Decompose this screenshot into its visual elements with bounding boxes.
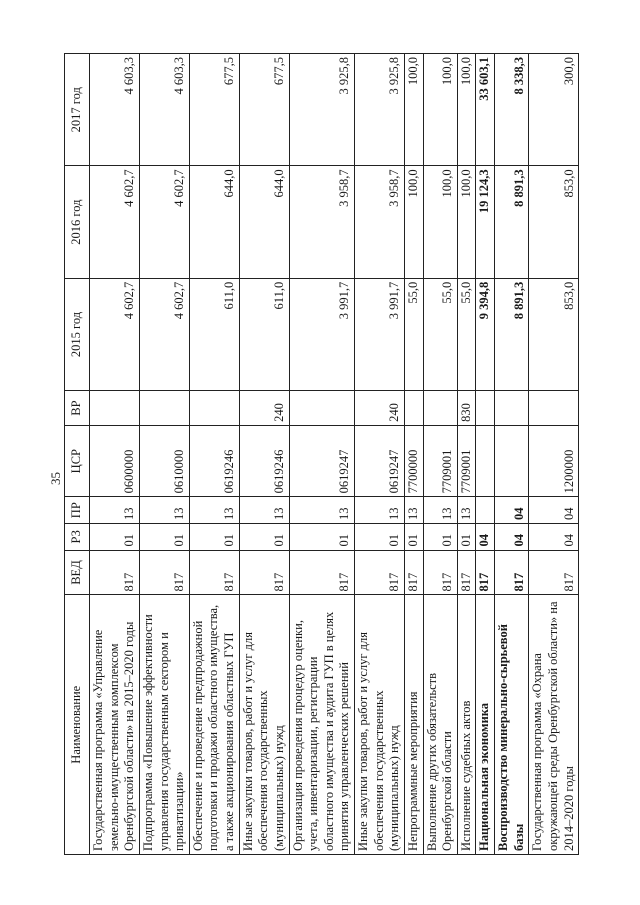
cell-vr	[289, 391, 355, 426]
cell-name: Государственная программа «Охрана окружающей среды Оренбургской области» на 2014–2020 годы	[529, 595, 579, 855]
cell-vr	[423, 391, 457, 426]
cell-name: Воспроизводство минерально-сырьевой базы	[495, 595, 529, 855]
table-row	[139, 54, 189, 855]
cell-2015: 8 891,3	[495, 278, 529, 390]
table-body	[90, 54, 579, 855]
header-rz: РЗ	[65, 523, 90, 550]
cell-pr: 13	[139, 497, 189, 524]
table-row	[355, 54, 405, 855]
cell-csr: 0619246	[239, 425, 289, 497]
cell-csr: 7709001	[423, 425, 457, 497]
cell-pr: 13	[457, 497, 476, 524]
table-row	[495, 54, 529, 855]
cell-2015: 3 991,7	[289, 278, 355, 390]
cell-pr: 13	[239, 497, 289, 524]
cell-name: Обеспечение и проведение предпродажной подготовки и продажи областного имущества, а также акционирования областных ГУП	[189, 595, 239, 855]
cell-csr: 0600000	[90, 425, 140, 497]
cell-2017: 100,0	[457, 54, 476, 166]
cell-2017: 33 603,1	[476, 54, 495, 166]
cell-csr	[476, 425, 495, 497]
cell-name: Иные закупки товаров, работ и услуг для обеспечения государственных (муниципальных) нужд	[239, 595, 289, 855]
table-row	[189, 54, 239, 855]
cell-2017: 3 925,8	[355, 54, 405, 166]
cell-rz: 01	[239, 523, 289, 550]
cell-2017: 677,5	[239, 54, 289, 166]
table-row	[289, 54, 355, 855]
table-row	[423, 54, 457, 855]
cell-ved: 817	[189, 550, 239, 595]
cell-ved: 817	[529, 550, 579, 595]
cell-2016: 100,0	[404, 166, 423, 278]
cell-2015: 9 394,8	[476, 278, 495, 390]
cell-rz: 01	[404, 523, 423, 550]
cell-ved: 817	[476, 550, 495, 595]
cell-2016: 4 602,7	[139, 166, 189, 278]
cell-name: Организация проведения процедур оценки, учета, инвентаризации, регистрации областного имущества и аудита ГУП в целях принятия управленческих решений	[289, 595, 355, 855]
cell-vr	[139, 391, 189, 426]
header-vr: ВР	[65, 391, 90, 426]
cell-csr: 1200000	[529, 425, 579, 497]
cell-name: Выполнение других обязательств Оренбургской области	[423, 595, 457, 855]
cell-ved: 817	[457, 550, 476, 595]
cell-2015: 853,0	[529, 278, 579, 390]
cell-rz: 04	[495, 523, 529, 550]
table-header	[65, 54, 90, 855]
cell-rz: 01	[289, 523, 355, 550]
cell-2015: 4 602,7	[90, 278, 140, 390]
table-row	[476, 54, 495, 855]
cell-2017: 100,0	[404, 54, 423, 166]
cell-vr	[495, 391, 529, 426]
page-number: 35	[48, 472, 63, 485]
cell-2017: 4 603,3	[90, 54, 140, 166]
cell-rz: 04	[529, 523, 579, 550]
cell-ved: 817	[423, 550, 457, 595]
cell-rz: 01	[457, 523, 476, 550]
cell-name: Иные закупки товаров, работ и услуг для обеспечения государственных (муниципальных) нужд	[355, 595, 405, 855]
cell-vr	[189, 391, 239, 426]
cell-2016: 8 891,3	[495, 166, 529, 278]
cell-rz: 01	[189, 523, 239, 550]
cell-2016: 853,0	[529, 166, 579, 278]
cell-vr	[476, 391, 495, 426]
cell-rz: 01	[90, 523, 140, 550]
cell-pr: 04	[495, 497, 529, 524]
cell-pr: 13	[289, 497, 355, 524]
cell-csr: 0619247	[289, 425, 355, 497]
cell-csr: 0619246	[189, 425, 239, 497]
cell-pr: 13	[404, 497, 423, 524]
cell-ved: 817	[404, 550, 423, 595]
cell-2016: 644,0	[189, 166, 239, 278]
cell-ved: 817	[139, 550, 189, 595]
cell-rz: 01	[139, 523, 189, 550]
header-pr: ПР	[65, 497, 90, 524]
cell-ved: 817	[90, 550, 140, 595]
cell-2015: 611,0	[239, 278, 289, 390]
cell-2015: 55,0	[404, 278, 423, 390]
cell-2017: 4 603,3	[139, 54, 189, 166]
cell-csr: 0619247	[355, 425, 405, 497]
cell-2017: 3 925,8	[289, 54, 355, 166]
cell-rz: 01	[355, 523, 405, 550]
cell-2017: 300,0	[529, 54, 579, 166]
cell-name: Подпрограмма «Повышение эффективности управления государственным сектором и приватизации»	[139, 595, 189, 855]
cell-vr: 240	[239, 391, 289, 426]
cell-vr	[90, 391, 140, 426]
cell-2016: 3 958,7	[289, 166, 355, 278]
table-row	[90, 54, 140, 855]
header-name: Наименование	[65, 595, 90, 855]
header-2017: 2017 год	[65, 54, 90, 166]
cell-2016: 4 602,7	[90, 166, 140, 278]
cell-vr: 830	[457, 391, 476, 426]
cell-pr: 13	[189, 497, 239, 524]
cell-2015: 55,0	[423, 278, 457, 390]
cell-pr: 13	[355, 497, 405, 524]
cell-2017: 677,5	[189, 54, 239, 166]
header-2016: 2016 год	[65, 166, 90, 278]
cell-2017: 100,0	[423, 54, 457, 166]
cell-2017: 8 338,3	[495, 54, 529, 166]
cell-2016: 644,0	[239, 166, 289, 278]
cell-vr	[529, 391, 579, 426]
header-ved: ВЕД	[65, 550, 90, 595]
cell-2015: 611,0	[189, 278, 239, 390]
cell-ved: 817	[355, 550, 405, 595]
table-row	[529, 54, 579, 855]
cell-rz: 01	[423, 523, 457, 550]
table-row	[404, 54, 423, 855]
cell-2016: 3 958,7	[355, 166, 405, 278]
header-2015: 2015 год	[65, 278, 90, 390]
cell-2016: 19 124,3	[476, 166, 495, 278]
cell-pr: 04	[529, 497, 579, 524]
cell-ved: 817	[495, 550, 529, 595]
cell-csr: 0610000	[139, 425, 189, 497]
cell-pr	[476, 497, 495, 524]
cell-2015: 55,0	[457, 278, 476, 390]
cell-2016: 100,0	[423, 166, 457, 278]
table-row	[457, 54, 476, 855]
header-csr: ЦСР	[65, 425, 90, 497]
cell-2016: 100,0	[457, 166, 476, 278]
cell-ved: 817	[289, 550, 355, 595]
cell-name: Национальная экономика	[476, 595, 495, 855]
cell-pr: 13	[90, 497, 140, 524]
cell-csr: 7700000	[404, 425, 423, 497]
cell-vr	[404, 391, 423, 426]
cell-pr: 13	[423, 497, 457, 524]
table-row	[239, 54, 289, 855]
cell-2015: 4 602,7	[139, 278, 189, 390]
budget-table	[64, 53, 579, 855]
cell-rz: 04	[476, 523, 495, 550]
cell-2015: 3 991,7	[355, 278, 405, 390]
cell-name: Непрограммные мероприятия	[404, 595, 423, 855]
cell-vr: 240	[355, 391, 405, 426]
cell-name: Исполнение судебных актов	[457, 595, 476, 855]
cell-name: Государственная программа «Управление земельно-имущественным комплексом Оренбургской области» на 2015–2020 годы	[90, 595, 140, 855]
cell-ved: 817	[239, 550, 289, 595]
cell-csr	[495, 425, 529, 497]
cell-csr: 7709001	[457, 425, 476, 497]
header-row	[65, 54, 90, 855]
